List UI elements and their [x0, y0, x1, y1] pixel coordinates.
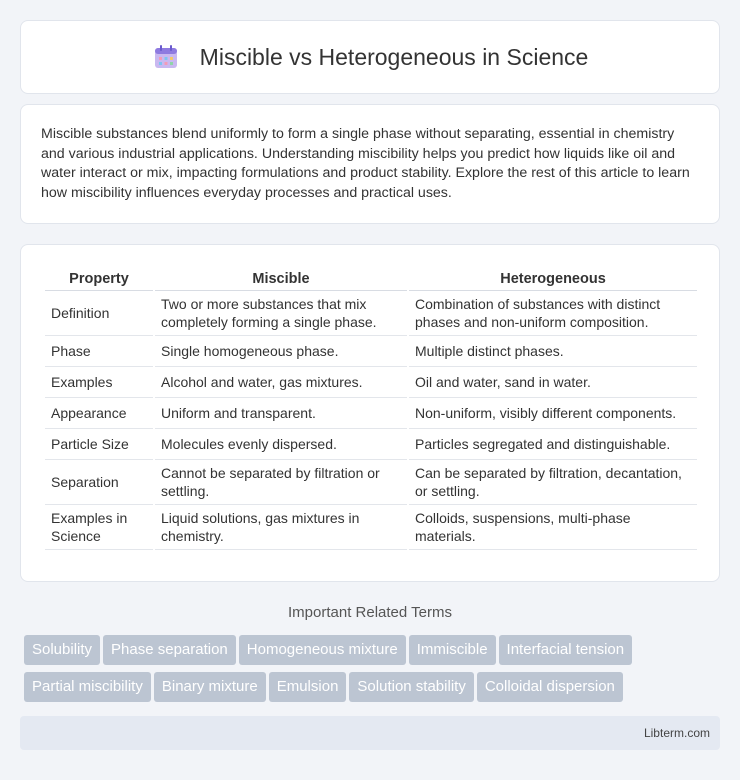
- cell-heterogeneous: Can be separated by filtration, decantation, or settling.: [409, 460, 697, 505]
- table-row: [45, 429, 697, 460]
- page-title: Miscible vs Heterogeneous in Science: [199, 43, 589, 70]
- cell-heterogeneous: Colloids, suspensions, multi-phase materials.: [409, 505, 697, 550]
- header-property: Property: [45, 265, 153, 291]
- tag-emulsion[interactable]: Emulsion: [269, 672, 347, 702]
- cell-miscible: Alcohol and water, gas mixtures.: [155, 367, 407, 398]
- cell-property: Separation: [45, 460, 153, 505]
- header-card: [20, 20, 720, 94]
- table-row: [45, 460, 697, 505]
- cell-heterogeneous: Multiple distinct phases.: [409, 336, 697, 367]
- cell-miscible: Two or more substances that mix completely forming a single phase.: [155, 291, 407, 336]
- cell-heterogeneous: Combination of substances with distinct phases and non-uniform composition.: [409, 291, 697, 336]
- tag-phase-separation[interactable]: Phase separation: [103, 635, 236, 665]
- table-row: [45, 505, 697, 550]
- comparison-table-card: [20, 244, 720, 582]
- table-row: [45, 336, 697, 367]
- tag-solubility[interactable]: Solubility: [24, 635, 100, 665]
- calendar-icon: [152, 43, 180, 71]
- cell-heterogeneous: Non-uniform, visibly different components.: [409, 398, 697, 429]
- related-terms-tags: [24, 635, 724, 709]
- related-terms-title: Important Related Terms: [288, 604, 452, 621]
- table-row: [45, 367, 697, 398]
- cell-heterogeneous: Particles segregated and distinguishable.: [409, 429, 697, 460]
- table-row: [45, 291, 697, 336]
- table-row: [45, 398, 697, 429]
- tag-interfacial-tension[interactable]: Interfacial tension: [499, 635, 633, 665]
- cell-miscible: Molecules evenly dispersed.: [155, 429, 407, 460]
- intro-card: [20, 104, 720, 224]
- cell-miscible: Liquid solutions, gas mixtures in chemistry.: [155, 505, 407, 550]
- cell-miscible: Uniform and transparent.: [155, 398, 407, 429]
- footer: [20, 716, 720, 750]
- cell-property: Definition: [45, 291, 153, 336]
- tag-immiscible[interactable]: Immiscible: [409, 635, 496, 665]
- cell-property: Examples in Science: [45, 505, 153, 550]
- tag-homogeneous-mixture[interactable]: Homogeneous mixture: [239, 635, 406, 665]
- cell-property: Appearance: [45, 398, 153, 429]
- intro-paragraph: Miscible substances blend uniformly to form a single phase without separating, essential in chemistry and various industrial applications. Understanding miscibility helps you predict how liquids like oil and water interact or mix, impacting formulations and product stability. Explore the rest of this article to learn how miscibility influences everyday processes and practical uses.: [41, 126, 690, 201]
- header-heterogeneous: Heterogeneous: [409, 265, 697, 291]
- footer-site-link[interactable]: Libterm.com: [643, 726, 710, 740]
- cell-miscible: Cannot be separated by filtration or settling.: [155, 460, 407, 505]
- tag-colloidal-dispersion[interactable]: Colloidal dispersion: [477, 672, 623, 702]
- tag-partial-miscibility[interactable]: Partial miscibility: [24, 672, 151, 702]
- cell-heterogeneous: Oil and water, sand in water.: [409, 367, 697, 398]
- cell-property: Examples: [45, 367, 153, 398]
- cell-property: Phase: [45, 336, 153, 367]
- tag-binary-mixture[interactable]: Binary mixture: [154, 672, 266, 702]
- tag-solution-stability[interactable]: Solution stability: [349, 672, 473, 702]
- header-miscible: Miscible: [155, 265, 407, 291]
- cell-miscible: Single homogeneous phase.: [155, 336, 407, 367]
- comparison-table: [43, 265, 699, 550]
- cell-property: Particle Size: [45, 429, 153, 460]
